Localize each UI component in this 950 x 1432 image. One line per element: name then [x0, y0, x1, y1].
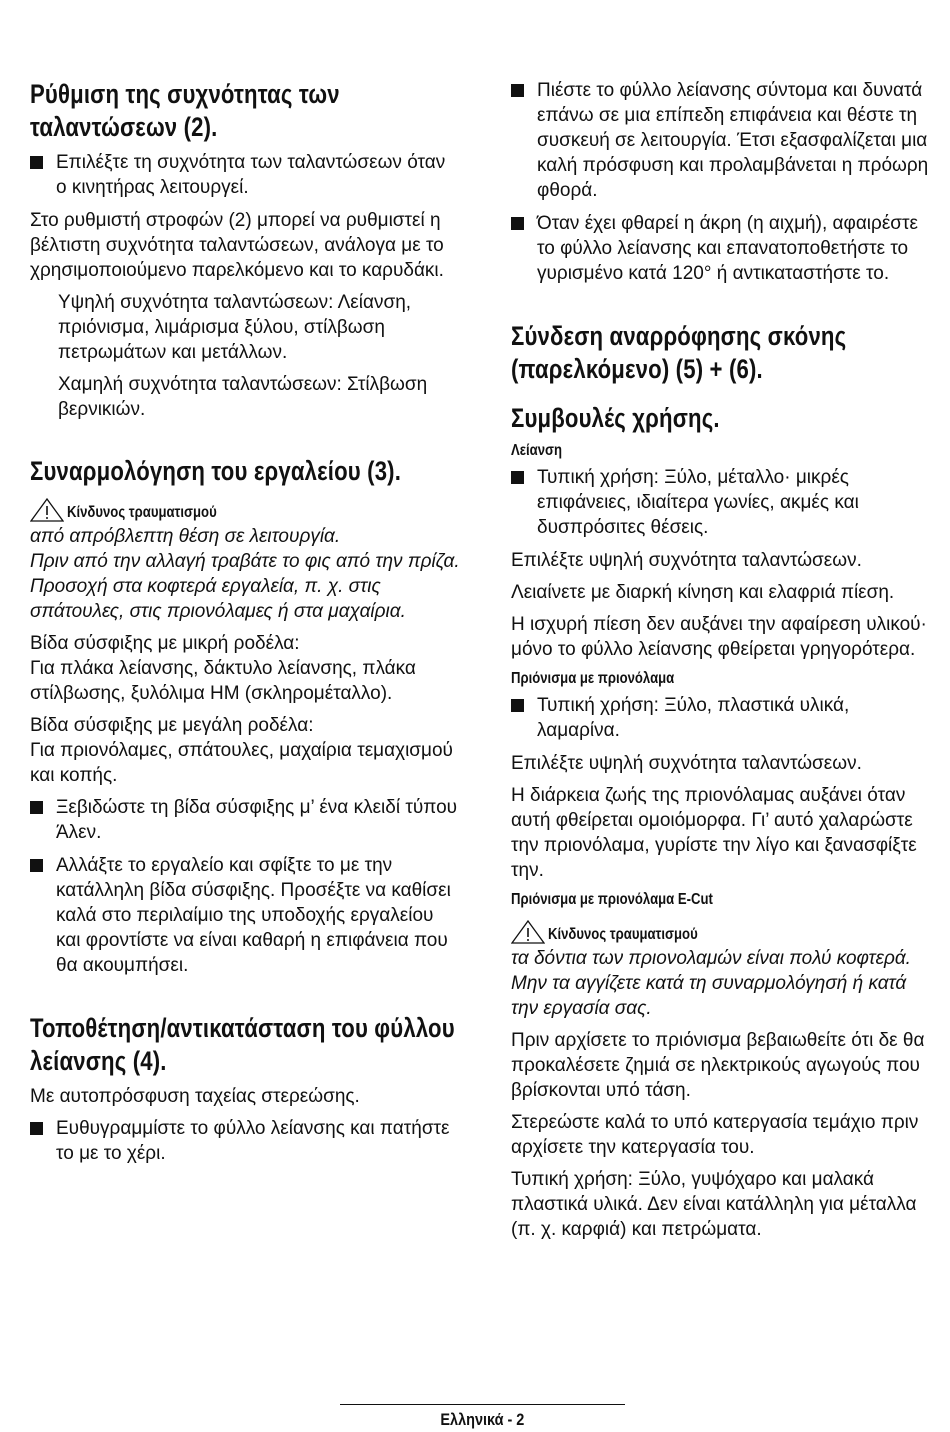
square-bullet-icon: [30, 1122, 43, 1135]
section-title-sanding-sheet: Τοποθέτηση/αντικατάσταση του φύλλου λείανσης (4).: [30, 1013, 455, 1076]
page-number-label: Ελληνικά - 2: [440, 1410, 525, 1429]
paragraph: Βίδα σύσφιξης με μεγάλη ροδέλα: Για πριονόλαμες, σπάτουλες, μαχαίρια τεμαχισμού και κοπής.: [30, 715, 453, 786]
subheading-sanding: Λείανση: [511, 442, 562, 459]
warning-text: Προσοχή στα κοφτερά εργαλεία, π. χ. στις σπάτουλες, στις πριονόλαμες ή στα μαχαίρια.: [30, 576, 406, 622]
warning-heading: [30, 498, 460, 522]
warning-text: τα δόντια των πριονολαμών είναι πολύ κοφτερά. Μην τα αγγίζετε κατά τη συναρμολόγησή ή κατά την εργασία σας.: [511, 948, 911, 1019]
list-item: [30, 1116, 460, 1166]
paragraph: Η ισχυρή πίεση δεν αυξάνει την αφαίρεση υλικού· μόνο το φύλλο λείανσης φθείρεται γρηγορότερα.: [511, 614, 927, 660]
section-title-dust-extraction: Σύνδεση αναρρόφησης σκόνης (παρελκόμενο) (5) + (6).: [511, 321, 847, 384]
paragraph: Με αυτοπρόσφυση ταχείας στερεώσης.: [30, 1086, 360, 1107]
warning-label: Κίνδυνος τραυματισμού: [67, 504, 217, 521]
dash-text: Υψηλή συχνότητα ταλαντώσεων: Λείανση, πριόνισμα, λιμάρισμα ξύλου, στίλβωση πετρωμάτων και μετάλλων.: [58, 292, 412, 363]
paragraph: Τυπική χρήση: Ξύλο, γυψόχαρο και μαλακά πλαστικά υλικά. Δεν είναι κατάλληλη για μέταλλα (π. χ. καρφιά) και πετρώματα.: [511, 1169, 917, 1240]
list-item: [30, 795, 460, 845]
warning-label: Κίνδυνος τραυματισμού: [548, 926, 698, 943]
bullet-text: Επιλέξτε τη συχνότητα των ταλαντώσεων όταν ο κινητήρας λειτουργεί.: [56, 152, 446, 198]
warning-triangle-icon: [30, 498, 64, 522]
list-item: [30, 150, 460, 200]
warning-heading: [511, 920, 936, 944]
square-bullet-icon: [30, 859, 43, 872]
square-bullet-icon: [511, 471, 524, 484]
list-item: [511, 465, 936, 540]
footer-divider: [340, 1404, 625, 1405]
square-bullet-icon: [511, 217, 524, 230]
section-title-oscillation: Ρύθμιση της συχνότητας των ταλαντώσεων (2).: [30, 79, 340, 142]
left-column: [30, 78, 460, 1174]
dash-item: [30, 290, 460, 365]
warning-text: από απρόβλεπτη θέση σε λειτουργία.: [30, 526, 341, 547]
subheading-ecut: Πριόνισμα με πριονόλαμα E-Cut: [511, 891, 713, 908]
dash-item: [30, 372, 460, 422]
paragraph: Επιλέξτε υψηλή συχνότητα ταλαντώσεων.: [511, 550, 862, 571]
list-item: [511, 78, 936, 203]
list-item: [511, 211, 936, 286]
warning-triangle-icon: [511, 920, 545, 944]
bullet-text: Αλλάξτε το εργαλείο και σφίξτε το με την κατάλληλη βίδα σύσφιξης. Προσέξτε να καθίσει καλά στο περιλαίμιο της υποδοχής εργαλείου και φροντίστε να είναι καθαρή η επιφάνεια που θα ακουμπήσει.: [56, 855, 451, 976]
bullet-text: Ξεβιδώστε τη βίδα σύσφιξης μ’ ένα κλειδί τύπου Άλεν.: [56, 797, 458, 843]
bullet-text: Πιέστε το φύλλο λείανσης σύντομα και δυνατά επάνω σε μια επίπεδη επιφάνεια και θέστε τη συσκευή σε λειτουργία. Έτσι εξασφαλίζεται μια καλή πρόσφυση και προλαμβάνεται η πρόωρη φθορά.: [537, 80, 929, 201]
right-column: [511, 78, 936, 1249]
dash-text: Χαμηλή συχνότητα ταλαντώσεων: Στίλβωση βερνικιών.: [58, 374, 428, 420]
warning-text: Πριν από την αλλαγή τραβάτε το φις από την πρίζα.: [30, 551, 460, 572]
subheading-sawing: Πριόνισμα με πριονόλαμα: [511, 670, 675, 687]
page-footer: [340, 1410, 625, 1430]
bullet-text: Ευθυγραμμίστε το φύλλο λείανσης και πατήστε το με το χέρι.: [56, 1118, 450, 1164]
square-bullet-icon: [511, 84, 524, 97]
bullet-text: Τυπική χρήση: Ξύλο, πλαστικά υλικά, λαμαρίνα.: [537, 695, 850, 741]
list-item: [30, 853, 460, 978]
list-item: [511, 693, 936, 743]
paragraph: Βίδα σύσφιξης με μικρή ροδέλα: Για πλάκα λείανσης, δάκτυλο λείανσης, πλάκα στίλβωσης, ξυλόλιμα HM (σκληρομέταλλο).: [30, 633, 416, 704]
paragraph: Στερεώστε καλά το υπό κατεργασία τεμάχιο πριν αρχίσετε την κατεργασία του.: [511, 1112, 919, 1158]
paragraph: Η διάρκεια ζωής της πριονόλαμας αυξάνει όταν αυτή φθείρεται ομοιόμορφα. Γι’ αυτό χαλαρώστε την πριονόλαμα, γυρίστε την λίγο και ξανασφίξτε την.: [511, 785, 917, 881]
paragraph: Στο ρυθμιστή στροφών (2) μπορεί να ρυθμιστεί η βέλτιστη συχνότητα ταλαντώσεων, ανάλογα με το χρησιμοποιούμενο παρελκόμενο και το καρυδάκι.: [30, 210, 444, 281]
square-bullet-icon: [30, 156, 43, 169]
section-title-assembly: Συναρμολόγηση του εργαλείου (3).: [30, 456, 402, 486]
bullet-text: Τυπική χρήση: Ξύλο, μέταλλο· μικρές επιφάνειες, ιδιαίτερα γωνίες, ακμές και δυσπρόσιτες θέσεις.: [537, 467, 859, 538]
paragraph: Λειαίνετε με διαρκή κίνηση και ελαφριά πίεση.: [511, 582, 895, 603]
bullet-text: Όταν έχει φθαρεί η άκρη (η αιχμή), αφαιρέστε το φύλλο λείανσης και επανατοποθετήστε το γυρισμένο κατά 120° ή αντικαταστήστε το.: [537, 213, 919, 284]
paragraph: Επιλέξτε υψηλή συχνότητα ταλαντώσεων.: [511, 753, 862, 774]
square-bullet-icon: [30, 801, 43, 814]
paragraph: Πριν αρχίσετε το πριόνισμα βεβαιωθείτε ότι δε θα προκαλέσετε ζημιά σε ηλεκτρικούς αγωγούς που βρίσκονται υπό τάση.: [511, 1030, 925, 1101]
square-bullet-icon: [511, 699, 524, 712]
section-title-usage-tips: Συμβουλές χρήσης.: [511, 403, 720, 433]
